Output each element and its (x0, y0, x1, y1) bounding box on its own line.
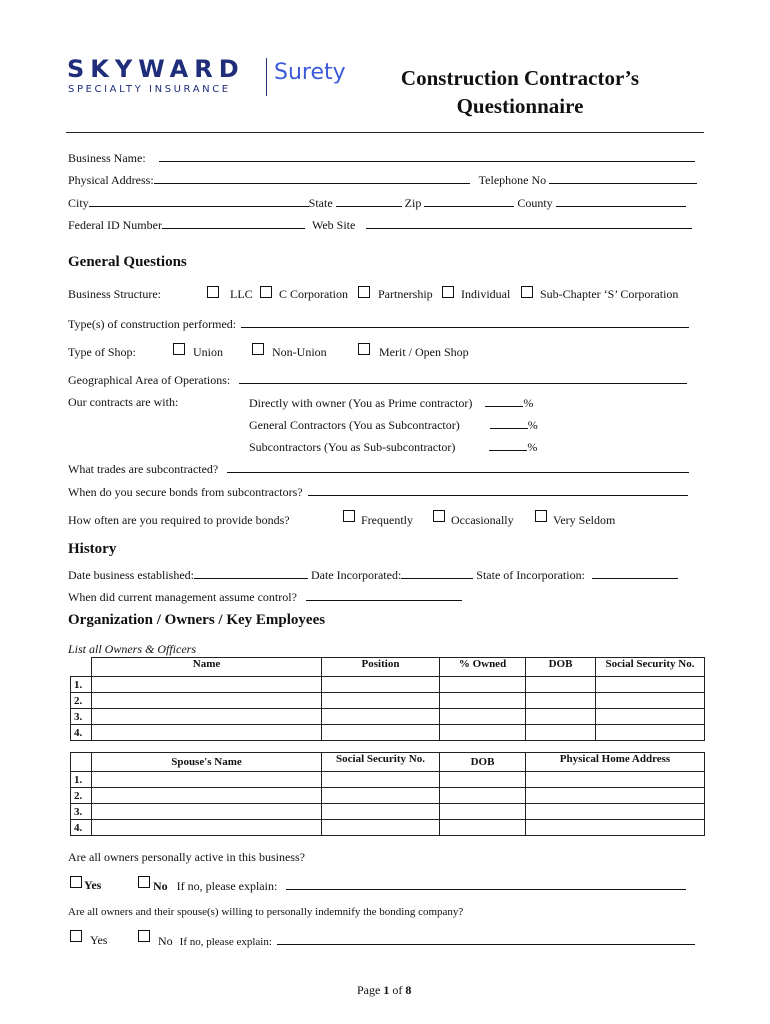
table-row (71, 788, 705, 804)
owner-ssn-cell[interactable] (596, 693, 705, 709)
trades-label: What trades are subcontracted? (68, 462, 219, 476)
non-union-label: Non-Union (272, 345, 327, 359)
spouse-name-cell[interactable] (92, 788, 322, 804)
telephone-field[interactable] (549, 172, 697, 184)
s-corp-label: Sub-Chapter ‘S’ Corporation (540, 287, 679, 301)
shop-label: Type of Shop: (68, 345, 136, 359)
percent-sign: % (523, 396, 534, 410)
contracts-label: Our contracts are with: (68, 395, 179, 409)
spouse-dob-cell[interactable] (440, 820, 526, 836)
owner-owned-cell[interactable] (440, 677, 526, 693)
state-label: State (308, 196, 333, 210)
history-dates-row (68, 567, 678, 583)
logo-brand: SKYWARD (67, 55, 245, 83)
partnership-label: Partnership (378, 287, 433, 301)
spouse-ssn-cell[interactable] (322, 804, 440, 820)
owner-position-cell[interactable] (322, 709, 440, 725)
owners-table (70, 657, 705, 741)
table-row (71, 725, 705, 741)
spouse-name-cell[interactable] (92, 820, 322, 836)
owners-header-owned: % Owned (440, 658, 526, 677)
state-inc-label: State of Incorporation: (476, 568, 585, 582)
contracts-owner-row (249, 395, 533, 411)
llc-label: LLC (230, 287, 253, 301)
spouse-ssn-cell[interactable] (322, 772, 440, 788)
table-row (71, 820, 705, 836)
table-row (71, 693, 705, 709)
established-field[interactable] (194, 567, 308, 579)
owner-name-cell[interactable] (92, 693, 322, 709)
spouse-name-cell[interactable] (92, 772, 322, 788)
active-explain-label: If no, please explain: (176, 879, 278, 893)
county-field[interactable] (556, 195, 686, 207)
union-label: Union (193, 345, 223, 359)
table-row (71, 709, 705, 725)
trades-field[interactable] (227, 461, 689, 473)
individual-checkbox[interactable] (442, 286, 454, 298)
owner-owned-cell[interactable] (440, 725, 526, 741)
partnership-checkbox[interactable] (358, 286, 370, 298)
mgmt-row (68, 589, 462, 605)
page-word: Page (357, 983, 381, 997)
contracts-owner-label: Directly with owner (You as Prime contractor) (249, 396, 473, 410)
row-number: 3. (71, 709, 92, 725)
row-number: 1. (71, 772, 92, 788)
row-number: 4. (71, 820, 92, 836)
indemnify-explain-field[interactable] (277, 933, 695, 945)
frequently-label: Frequently (361, 513, 413, 527)
very-seldom-label: Very Seldom (553, 513, 616, 527)
city-label: City (68, 196, 89, 210)
business-name-row (68, 150, 695, 166)
indemnify-explain-row (158, 933, 695, 949)
active-explain-field[interactable] (286, 878, 686, 890)
owners-header-dob: DOB (526, 658, 596, 677)
active-yes-label: Yes (84, 878, 102, 892)
owner-dob-cell[interactable] (526, 677, 596, 693)
county-label: County (517, 196, 553, 210)
active-no-checkbox[interactable] (138, 876, 150, 888)
spouse-header-address: Physical Home Address (526, 753, 705, 772)
spouse-header-ssn: Social Security No. (322, 753, 440, 772)
construction-types-field[interactable] (241, 316, 689, 328)
zip-label: Zip (404, 196, 422, 210)
spouse-address-cell[interactable] (526, 788, 705, 804)
website-label: Web Site (311, 218, 356, 232)
row-number: 1. (71, 677, 92, 693)
geo-label: Geographical Area of Operations: (68, 373, 231, 387)
sub-bonds-label: When do you secure bonds from subcontractors? (68, 485, 303, 499)
zip-field[interactable] (424, 195, 514, 207)
active-question: Are all owners personally active in this business? (68, 850, 305, 864)
indemnify-explain-label: If no, please explain: (179, 936, 272, 948)
active-explain-row (153, 878, 686, 894)
owner-position-cell[interactable] (322, 677, 440, 693)
state-field[interactable] (336, 195, 402, 207)
address-label: Physical Address: (68, 173, 154, 187)
contracts-gc-label: General Contractors (You as Subcontractor) (249, 418, 460, 432)
spouse-header-name: Spouse's Name (92, 753, 322, 772)
c-corp-label: C Corporation (279, 287, 348, 301)
trades-row (68, 461, 689, 477)
occasionally-checkbox[interactable] (433, 510, 445, 522)
owners-header-row (71, 658, 705, 677)
row-number: 4. (71, 725, 92, 741)
owner-ssn-cell[interactable] (596, 677, 705, 693)
title-line-2: Questionnaire (456, 94, 584, 118)
spouse-dob-cell[interactable] (440, 772, 526, 788)
address-row (68, 172, 697, 188)
fein-label: Federal ID Number (68, 218, 162, 232)
contracts-gc-field[interactable] (490, 417, 528, 429)
owner-owned-cell[interactable] (440, 693, 526, 709)
union-checkbox[interactable] (173, 343, 185, 355)
merit-label: Merit / Open Shop (379, 345, 469, 359)
row-number: 2. (71, 788, 92, 804)
contracts-owner-field[interactable] (485, 395, 523, 407)
owner-ssn-cell[interactable] (596, 725, 705, 741)
owner-dob-cell[interactable] (526, 709, 596, 725)
owner-name-cell[interactable] (92, 725, 322, 741)
frequently-checkbox[interactable] (343, 510, 355, 522)
telephone-label: Telephone No (478, 173, 547, 187)
spouse-dob-cell[interactable] (440, 788, 526, 804)
owner-owned-cell[interactable] (440, 709, 526, 725)
owners-header-name: Name (92, 658, 322, 677)
fein-field[interactable] (162, 217, 305, 229)
established-label: Date business established: (68, 568, 194, 582)
state-inc-field[interactable] (592, 567, 678, 579)
title-line-1: Construction Contractor’s (400, 66, 640, 90)
non-union-checkbox[interactable] (252, 343, 264, 355)
individual-label: Individual (461, 287, 511, 301)
sub-bonds-row (68, 484, 688, 500)
s-corp-checkbox[interactable] (521, 286, 533, 298)
llc-checkbox[interactable] (207, 286, 219, 298)
contracts-sub-label: Subcontractors (You as Sub-subcontractor) (249, 440, 456, 454)
logo-product: Surety (274, 60, 346, 85)
owner-position-cell[interactable] (322, 693, 440, 709)
active-no-label: No (153, 879, 168, 893)
row-number: 2. (71, 693, 92, 709)
business-name-field[interactable] (159, 150, 695, 162)
fein-row (68, 217, 692, 233)
spouse-header-row (71, 753, 705, 772)
structure-label: Business Structure: (68, 287, 161, 301)
org-subheading: List all Owners & Officers (68, 642, 197, 656)
website-field[interactable] (366, 217, 692, 229)
incorporated-label: Date Incorporated: (310, 568, 402, 582)
incorporated-field[interactable] (401, 567, 473, 579)
table-row (71, 677, 705, 693)
page-number (357, 983, 411, 998)
spouse-address-cell[interactable] (526, 772, 705, 788)
merit-checkbox[interactable] (358, 343, 370, 355)
indemnify-yes-label: Yes (90, 933, 108, 947)
logo-tagline: SPECIALTY INSURANCE (68, 84, 231, 95)
geo-row (68, 372, 687, 388)
spouse-header-dob: DOB (440, 753, 526, 772)
occasionally-label: Occasionally (451, 513, 514, 527)
owner-name-cell[interactable] (92, 677, 322, 693)
spouse-address-cell[interactable] (526, 804, 705, 820)
page-title (380, 64, 660, 120)
contracts-sub-row (249, 439, 537, 455)
owner-name-cell[interactable] (92, 709, 322, 725)
owner-dob-cell[interactable] (526, 693, 596, 709)
spouse-name-cell[interactable] (92, 804, 322, 820)
c-corp-checkbox[interactable] (260, 286, 272, 298)
construction-types-row (68, 316, 689, 332)
contracts-gc-row (249, 417, 538, 433)
indemnify-yes-checkbox[interactable] (70, 930, 82, 942)
page-current: 1 (383, 983, 390, 997)
owner-position-cell[interactable] (322, 725, 440, 741)
owner-ssn-cell[interactable] (596, 709, 705, 725)
mgmt-label: When did current management assume control? (68, 590, 297, 604)
spouse-ssn-cell[interactable] (322, 820, 440, 836)
indemnify-no-checkbox[interactable] (138, 930, 150, 942)
table-row (71, 804, 705, 820)
construction-types-label: Type(s) of construction performed: (68, 317, 237, 331)
indemnify-question: Are all owners and their spouse(s) willing to personally indemnify the bonding company? (68, 906, 464, 918)
contracts-sub-field[interactable] (489, 439, 527, 451)
bond-frequency-label: How often are you required to provide bonds? (68, 513, 290, 527)
table-row (71, 772, 705, 788)
business-name-label: Business Name: (68, 151, 146, 165)
percent-sign: % (527, 418, 538, 432)
mgmt-field[interactable] (306, 589, 462, 601)
indemnify-no-label: No (158, 934, 173, 948)
spouse-address-cell[interactable] (526, 820, 705, 836)
page-of: of (392, 983, 403, 997)
owners-header-position: Position (322, 658, 440, 677)
page-total: 8 (405, 983, 412, 997)
active-yes-checkbox[interactable] (70, 876, 82, 888)
address-field[interactable] (154, 172, 470, 184)
history-heading: History (68, 541, 117, 557)
spouse-table (70, 752, 705, 836)
city-field[interactable] (89, 195, 309, 207)
spouse-ssn-cell[interactable] (322, 788, 440, 804)
org-heading: Organization / Owners / Key Employees (68, 612, 326, 628)
percent-sign: % (527, 440, 538, 454)
city-row (68, 195, 686, 211)
general-heading: General Questions (68, 254, 187, 270)
header-rule (66, 132, 704, 133)
geo-field[interactable] (239, 372, 687, 384)
row-number: 3. (71, 804, 92, 820)
sub-bonds-field[interactable] (308, 484, 688, 496)
owners-header-ssn: Social Security No. (596, 658, 705, 677)
logo-divider (266, 58, 267, 96)
owner-dob-cell[interactable] (526, 725, 596, 741)
spouse-dob-cell[interactable] (440, 804, 526, 820)
very-seldom-checkbox[interactable] (535, 510, 547, 522)
